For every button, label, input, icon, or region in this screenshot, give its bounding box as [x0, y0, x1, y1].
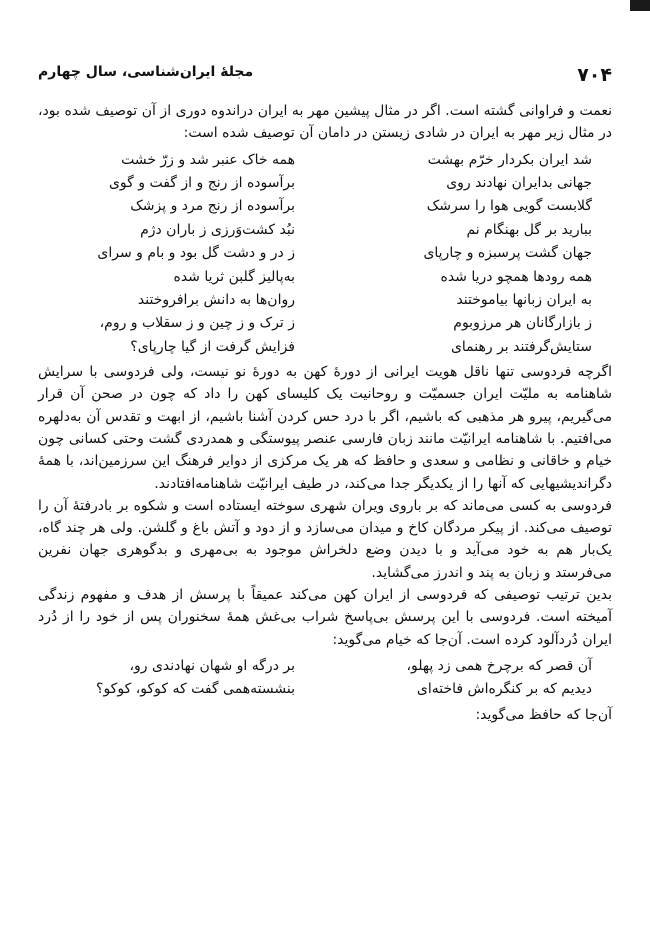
verse-first-hemistich: دیدیم که بر کنگره‌اش فاخته‌ای	[416, 681, 592, 698]
verse-second-hemistich: بنشسته‌همی گفت که کوکو، کوکو؟	[96, 681, 295, 698]
verse-first-hemistich: گلابست گویی هوا را سرشک	[426, 198, 592, 215]
verse-second-hemistich: برآسوده از رنج و از گفت و گوی	[108, 174, 295, 191]
page-body	[38, 100, 612, 726]
verse-line	[38, 678, 612, 701]
verse-second-hemistich: همه خاک عنبر شد و زرّ خشت	[121, 151, 295, 168]
page-number: ۷۰۴	[577, 64, 612, 86]
paragraph-4: بدین ترتیب توصیفی که فردوسی از ایران کهن می‌کند عمیقاً با پرسش از هدف و مفهوم زندگی آمیخته است. فردوسی با این پرسش بی‌پاسخ شراب بی‌غش همهٔ سخنوران پس از خود را از دُرد ایران دُردآلود کرده است. آن‌جا که خیام می‌گوید:	[38, 587, 612, 648]
paragraph-5: آن‌جا که حافظ می‌گوید:	[475, 706, 612, 723]
verse-line	[38, 312, 612, 335]
verse-first-hemistich: ستایش‌گرفتند بر رهنمای	[450, 338, 592, 355]
verse-line	[38, 195, 612, 218]
verse-second-hemistich: روان‌ها به دانش برافروختند	[137, 291, 295, 308]
verse-second-hemistich: برآسوده از رنج مرد و پزشک	[130, 198, 295, 215]
verse-second-hemistich: ز در و دشت گل بود و بام و سرای	[97, 245, 295, 262]
verse-first-hemistich: ببارید بر گل بهنگام نم	[466, 221, 592, 238]
verse-first-hemistich: همه رودها همچو دریا شده	[440, 268, 592, 285]
verse-second-hemistich: به‌پالیز گلبن ثریا شده	[173, 268, 295, 285]
page-header	[38, 58, 612, 92]
verse-line	[38, 336, 612, 359]
paragraph-2: اگرچه فردوسی تنها ناقل هویت ایرانی از دورهٔ کهن به دورهٔ نو نیست، ولی فردوسی با سرایش شاهنامه به ملیّت ایران جسمیّت و روحانیت یک کلیسای کهن را داد که چون در صحن آن قرار می‌گیریم، پیرو هر مذهبی که باشیم، اگر با درد حس کردن آشنا باشیم، از ابهت و تقدس آن به‌دلهره می‌افتیم. با شاهنامه ایرانیّت مانند زبان فارسی عنصر پیوستگی و همدردی گشت وحتی کسانی چون خیام و خاقانی و نظامی و سعدی و حافظ که هر یک مرکزی از دوایر فرهنگ این سرزمین‌اند، با همهٔ دگراندیشیهایی که آنها را از یکدیگر جدا می‌کند، در طیف ایرانیّت شاهنامه‌افتادند.	[38, 364, 612, 492]
verse-second-hemistich: فزایش گرفت از گیا چارپای؟	[130, 338, 295, 355]
running-head-title: مجلهٔ ایران‌شناسی، سال چهارم	[38, 64, 254, 80]
paragraph-3: فردوسی به کسی می‌ماند که بر باروی ویران شهری سوخته ایستاده است و شکوه بر بادرفتهٔ آن را توصیف می‌کند. از پیکر مردگان کاخ و میدان می‌سازد و از دود و آتش باغ و گلشن. ولی هر چند گاه، یک‌بار هم به خود می‌آید و با دیدن وضع دلخراش موجود به بی‌مهری و بدگوهری جهان نفرین می‌فرستد و زبان به پند و اندرز می‌گشاید.	[38, 497, 612, 581]
corner-mark	[630, 0, 650, 11]
verse-first-hemistich: ز بازارگانان هر مرزوبوم	[453, 315, 592, 332]
verse-first-hemistich: آن قصر که برچرخ همی زد پهلو،	[406, 657, 592, 674]
verse-first-hemistich: به ایران زبانها بیاموختند	[456, 291, 592, 308]
verse-first-hemistich: جهان گشت پرسبزه و چارپای	[423, 245, 592, 262]
verse-line	[38, 266, 612, 289]
verse-line	[38, 172, 612, 195]
verse-line	[38, 289, 612, 312]
verse-second-hemistich: ز ترک و ز چین و ز سقلاب و روم،	[99, 315, 295, 332]
verse-first-hemistich: جهانی بدایران نهادند روی	[446, 174, 592, 191]
verse-line	[38, 219, 612, 242]
paragraph-1: نعمت و فراوانی گشته است. اگر در مثال پیشین مهر به ایران دراندوه دوری از آن توصیف شده بود، در مثال زیر مهر به ایران در شادی زیستن در دامان آن توصیف شده است:	[38, 103, 612, 142]
poem-ferdowsi	[38, 149, 612, 360]
verse-line	[38, 242, 612, 265]
verse-second-hemistich: نبُد کشت‌وَرزی ز باران دژم	[140, 221, 295, 238]
poem-khayyam	[38, 655, 612, 702]
verse-second-hemistich: بر درگه او شهان نهادندی رو،	[129, 657, 295, 674]
verse-line	[38, 655, 612, 678]
verse-line	[38, 149, 612, 172]
verse-first-hemistich: شد ایران بکردار خرّم بهشت	[427, 151, 592, 168]
